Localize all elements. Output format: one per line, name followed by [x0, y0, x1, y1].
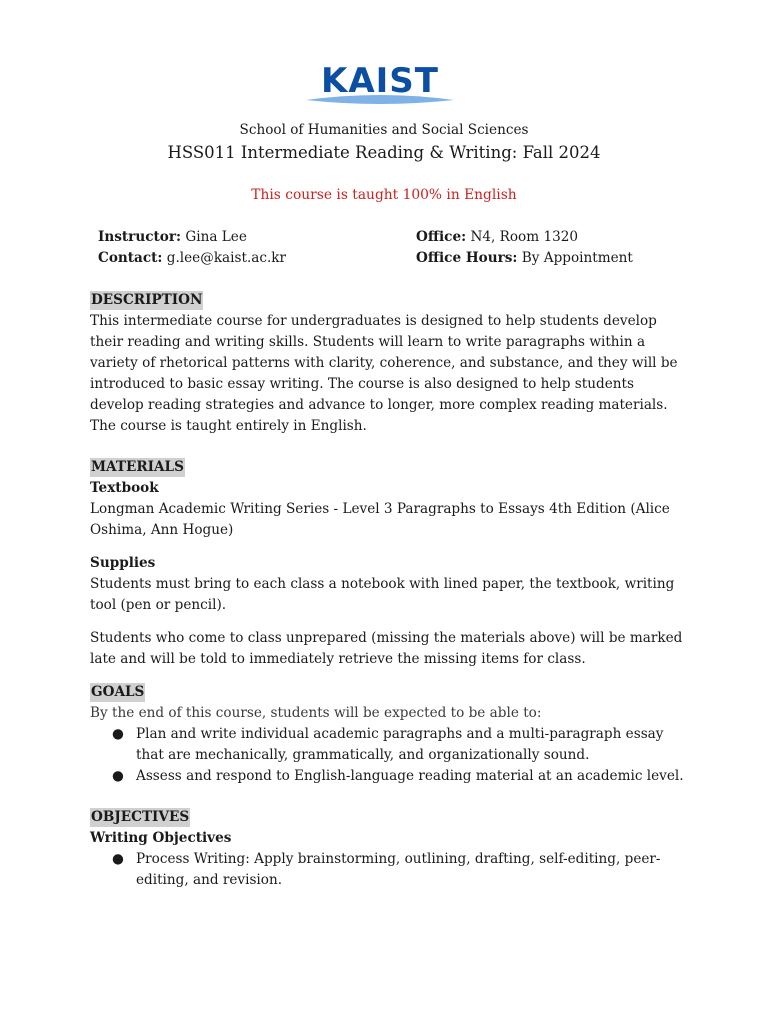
list-item: ● Assess and respond to English-language reading material at an academic level.	[90, 766, 690, 787]
textbook-body: Longman Academic Writing Series - Level 3 Paragraphs to Essays 4th Edition (Alice Oshima, Ann Hogue)	[90, 501, 670, 538]
goals-intro: By the end of this course, students will be expected to be able to:	[90, 705, 542, 721]
bullet-icon: ●	[112, 726, 124, 742]
office-hours-line	[416, 248, 633, 269]
office-hours-value: By Appointment	[521, 250, 633, 266]
description-heading: DESCRIPTION	[91, 292, 203, 308]
contact-value[interactable]: g.lee@kaist.ac.kr	[166, 250, 287, 266]
bullet-icon: ●	[112, 851, 124, 867]
textbook-label: Textbook	[90, 480, 159, 496]
description-body: This intermediate course for undergraduates is designed to help students develop their reading and writing skills. Students will learn to write paragraphs within a variety of rhetorical patterns with clarity, coherence, and substance, and they will be introduced to basic essay writing. The course is also designed to help students develop reading strategies and advance to longer, more complex reading materials. The course is taught entirely in English.	[90, 313, 678, 434]
goals-list	[90, 724, 690, 787]
logo-wordmark: KAIST	[321, 61, 439, 101]
office-label: Office:	[416, 229, 467, 245]
list-item: ● Process Writing: Apply brainstorming, outlining, drafting, self-editing, peer-editing, and revision.	[112, 851, 661, 888]
instructor-label: Instructor:	[98, 229, 182, 245]
office-hours-label: Office Hours:	[416, 250, 518, 266]
unprepared-policy: Students who come to class unprepared (missing the materials above) will be marked late and will be told to immediately retrieve the missing items for class.	[90, 630, 683, 667]
supplies-label: Supplies	[90, 555, 156, 571]
english-notice: This course is taught 100% in English	[251, 187, 517, 203]
contact-line	[98, 248, 286, 269]
goals-heading: GOALS	[91, 684, 145, 700]
kaist-logo	[304, 60, 456, 110]
office-value: N4, Room 1320	[470, 229, 579, 245]
course-title: HSS011 Intermediate Reading & Writing: Fall 2024	[167, 143, 601, 162]
objectives-heading: OBJECTIVES	[91, 809, 190, 825]
writing-objectives-list	[90, 849, 690, 891]
bullet-icon: ●	[112, 768, 124, 784]
school-name: School of Humanities and Social Sciences	[239, 122, 529, 138]
contact-label: Contact:	[98, 250, 163, 266]
office-line	[416, 227, 578, 248]
materials-heading: MATERIALS	[91, 459, 184, 475]
instructor-line	[98, 227, 247, 248]
list-item: ● Plan and write individual academic paragraphs and a multi-paragraph essay that are mechanically, grammatically, and organizationally sound.	[112, 726, 664, 763]
syllabus-content	[90, 290, 690, 891]
writing-objectives-label: Writing Objectives	[90, 830, 232, 846]
supplies-body: Students must bring to each class a notebook with lined paper, the textbook, writing tool (pen or pencil).	[90, 576, 675, 613]
instructor-value: Gina Lee	[185, 229, 247, 245]
